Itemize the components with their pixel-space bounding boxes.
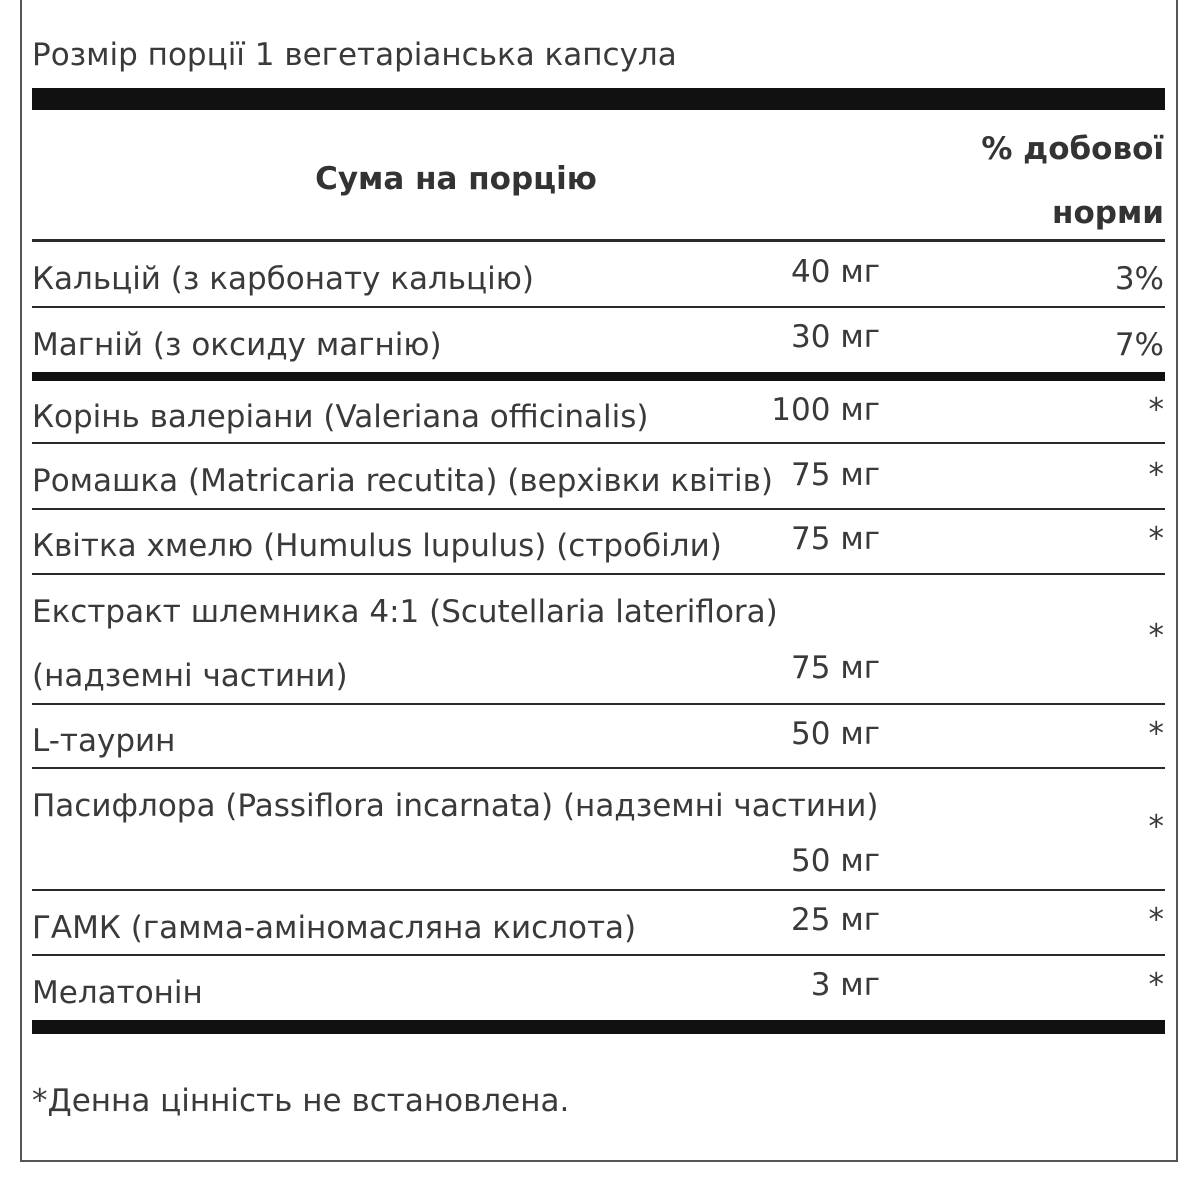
ingredient-name: Корінь валеріани (Valeriana officinalis)	[32, 399, 649, 435]
row-divider	[32, 306, 1165, 308]
ingredient-amount: 25 мг	[791, 902, 880, 938]
ingredient-name: Пасифлора (Passiflora incarnata) (надземні частини)	[32, 788, 879, 824]
ingredient-daily-value: *	[1148, 457, 1164, 493]
nutrient-daily-value: 3%	[1114, 261, 1164, 297]
nutrient-amount: 40 мг	[791, 254, 880, 290]
daily-value-header-line2: норми	[1052, 195, 1164, 231]
row-divider	[32, 889, 1165, 891]
ingredient-name: Ромашка (Matricaria recutita) (верхівки квітів)	[32, 463, 773, 499]
row-divider	[32, 573, 1165, 575]
ingredient-amount: 50 мг	[791, 843, 880, 879]
ingredient-daily-value: *	[1148, 716, 1164, 752]
section-divider-bar	[32, 372, 1165, 381]
row-divider	[32, 703, 1165, 705]
row-divider	[32, 767, 1165, 769]
row-divider	[32, 508, 1165, 510]
ingredient-daily-value: *	[1148, 902, 1164, 938]
ingredient-name: ГАМК (гамма-аміномасляна кислота)	[32, 910, 637, 946]
ingredient-daily-value: *	[1148, 521, 1164, 557]
footnote: *Денна цінність не встановлена.	[32, 1083, 570, 1119]
ingredient-name: L-таурин	[32, 723, 176, 759]
ingredient-name-line2: (надземні частини)	[32, 658, 348, 694]
row-divider	[32, 954, 1165, 956]
ingredient-amount: 3 мг	[810, 967, 880, 1003]
bottom-divider-bar	[32, 1020, 1165, 1034]
ingredient-name: Мелатонін	[32, 975, 203, 1011]
ingredient-amount: 50 мг	[791, 716, 880, 752]
daily-value-header-line1: % добової	[981, 131, 1164, 167]
nutrient-amount: 30 мг	[791, 319, 880, 355]
ingredient-name: Квітка хмелю (Humulus lupulus) (стробіли)	[32, 528, 722, 564]
ingredient-daily-value: *	[1148, 809, 1164, 845]
ingredient-amount: 75 мг	[791, 521, 880, 557]
top-divider-bar	[32, 88, 1165, 110]
ingredient-daily-value: *	[1148, 392, 1164, 428]
nutrient-name: Магній (з оксиду магнію)	[32, 327, 442, 363]
ingredient-amount: 75 мг	[791, 650, 880, 686]
serving-size: Розмір порції 1 вегетаріанська капсула	[32, 37, 677, 73]
header-divider	[32, 239, 1165, 242]
row-divider	[32, 442, 1165, 444]
ingredient-amount: 75 мг	[791, 457, 880, 493]
ingredient-daily-value: *	[1148, 967, 1164, 1003]
ingredient-name-line1: Екстракт шлемника 4:1 (Scutellaria lateriflora)	[32, 594, 778, 630]
nutrient-name: Кальцій (з карбонату кальцію)	[32, 261, 534, 297]
nutrient-daily-value: 7%	[1114, 327, 1164, 363]
ingredient-amount: 100 мг	[771, 392, 880, 428]
amount-per-serving-header: Сума на порцію	[315, 161, 597, 197]
ingredient-daily-value: *	[1148, 618, 1164, 654]
